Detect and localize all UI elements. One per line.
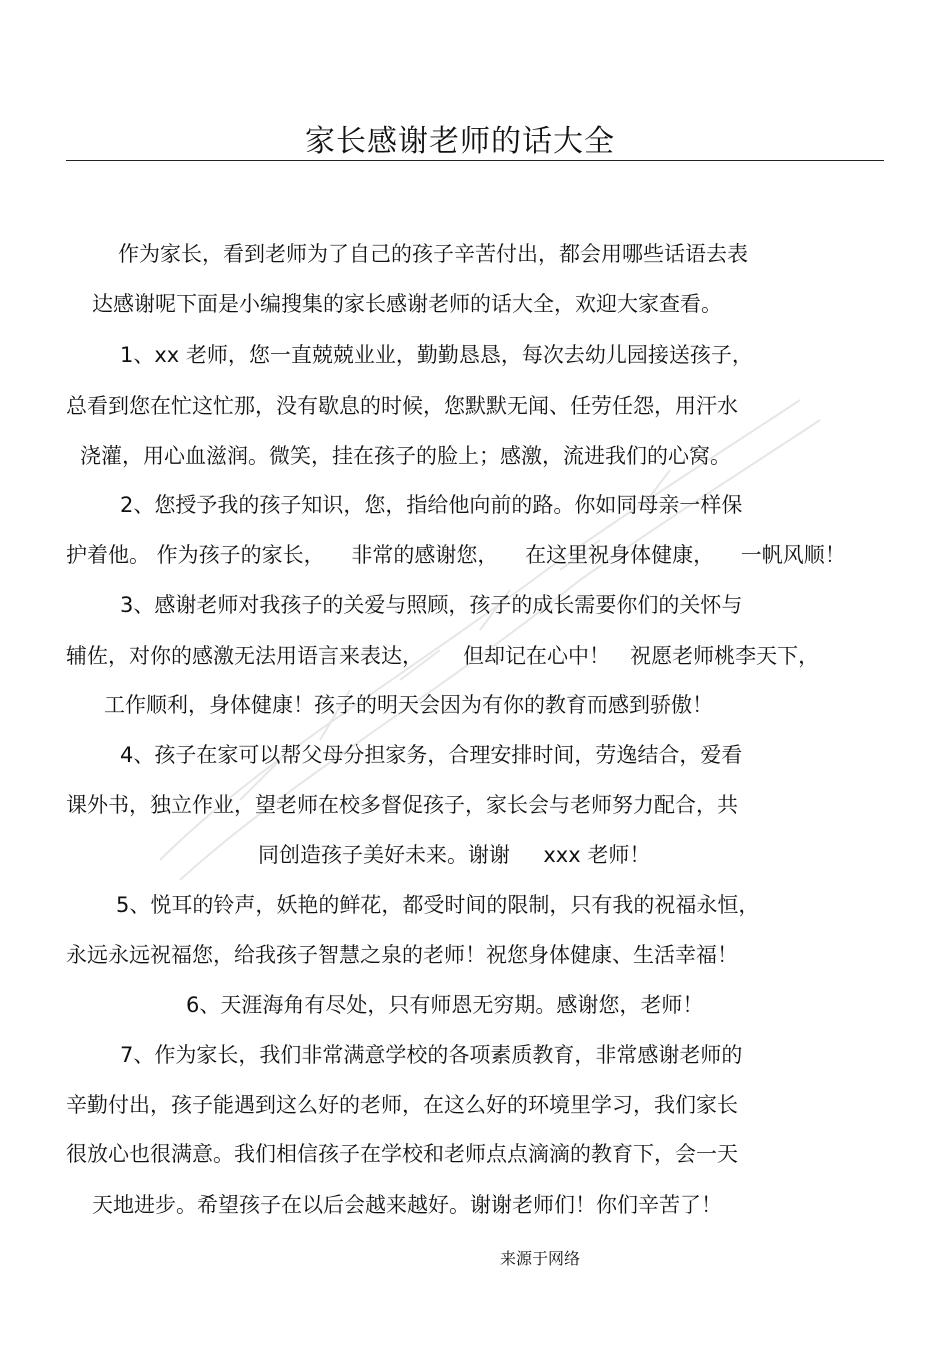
source-footer: 来源于网络 [500, 1249, 581, 1268]
paragraph-line: 6、天涯海角有尽处，只有师恩无穷期。感谢您，老师！ [186, 993, 704, 1017]
title-divider [66, 160, 884, 161]
paragraph-line: 1、xx 老师，您一直兢兢业业，勤勤恳恳，每次去幼儿园接送孩子， [120, 343, 753, 367]
paragraph-line: 永远永远祝福您，给我孩子智慧之泉的老师！祝您身体健康、生活幸福！ [66, 943, 738, 967]
paragraph-line: 护着他。 作为孩子的家长， 非常的感谢您， 在这里祝身体健康， 一帆风顺！ [66, 543, 846, 567]
paragraph-line: 工作顺利，身体健康！孩子的明天会因为有你的教育而感到骄傲！ [104, 693, 713, 717]
paragraph-line: 4、孩子在家可以帮父母分担家务，合理安排时间，劳逸结合，爱看 [120, 743, 743, 767]
paragraph-line: 辅佐，对你的感激无法用语言来表达， 但却记在心中！ 祝愿老师桃李天下， [66, 644, 820, 668]
paragraph-line: 作为家长，看到老师为了自己的孩子辛苦付出，都会用哪些话语去表 [118, 242, 748, 266]
paragraph-line: 2、您授予我的孩子知识，您，指给他向前的路。你如同母亲一样保 [120, 493, 743, 517]
paragraph-line: 天地进步。希望孩子在以后会越来越好。谢谢老师们！你们辛苦了！ [92, 1193, 722, 1217]
page-title: 家长感谢老师的话大全 [305, 124, 615, 159]
paragraph-line: 7、作为家长，我们非常满意学校的各项素质教育，非常感谢老师的 [120, 1043, 743, 1067]
paragraph-line: 辛勤付出，孩子能遇到这么好的老师，在这么好的环境里学习，我们家长 [66, 1093, 738, 1117]
paragraph-line: 总看到您在忙这忙那，没有歇息的时候，您默默无闻、任劳任怨，用汗水 [66, 394, 738, 418]
paragraph-line: 达感谢呢下面是小编搜集的家长感谢老师的话大全，欢迎大家查看。 [92, 292, 722, 316]
paragraph-line: 浇灌，用心血滋润。微笑，挂在孩子的脸上；感激，流进我们的心窝。 [80, 444, 731, 468]
paragraph-line: 同创造孩子美好未来。谢谢 xxx 老师！ [258, 843, 651, 867]
paragraph-line: 课外书，独立作业，望老师在校多督促孩子，家长会与老师努力配合，共 [66, 793, 738, 817]
paragraph-line: 5、悦耳的铃声，妖艳的鲜花，都受时间的限制，只有我的祝福永恒， [116, 893, 760, 917]
paragraph-line: 很放心也很满意。我们相信孩子在学校和老师点点滴滴的教育下，会一天 [66, 1142, 738, 1166]
paragraph-line: 3、感谢老师对我孩子的关爱与照顾，孩子的成长需要你们的关怀与 [120, 593, 743, 617]
